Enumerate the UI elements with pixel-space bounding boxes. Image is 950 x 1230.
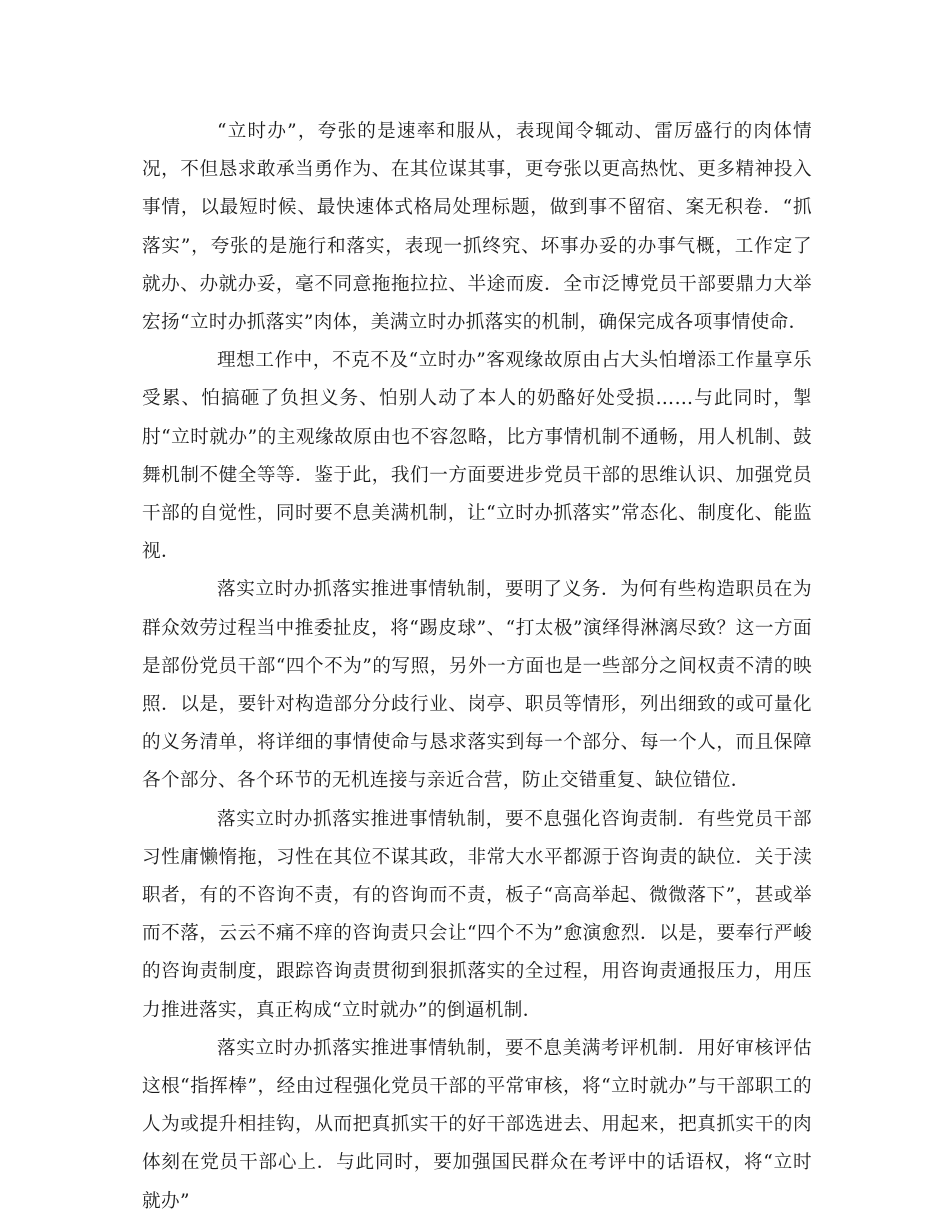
paragraph-5: 落实立时办抓落实推进事情轨制，要不息美满考评机制．用好审核评估这根“指挥棒”，经由过程强化党员干部的平常审核，将“立时就办”与干部职工的人为或提升相挂钩，从而把真抓实干的好干部选进去、用起来，把真抓实干的肉体刻在党员干部心上．与此同时，要加强国民群众在考评中的话语权，将“立时就办” [142,1037,812,1212]
document-body [142,113,812,1221]
paragraph-3: 落实立时办抓落实推进事情轨制，要明了义务．为何有些构造职员在为群众效劳过程当中推委扯皮，将“踢皮球”、“打太极”演绎得淋漓尽致？这一方面是部份党员干部“四个不为”的写照，另外一方面也是一些部分之间权责不清的映照．以是，要针对构造部分分歧行业、岗亭、职员等情形，列出细致的或可量化的义务清单，将详细的事情使命与恳求落实到每一个部分、每一个人，而且保障各个部分、各个环节的无机连接与亲近合营，防止交错重复、缺位错位． [142,579,812,792]
paragraph-1: “立时办”，夸张的是速率和服从，表现闻令辄动、雷厉盛行的肉体情况，不但恳求敢承当勇作为、在其位谋其事，更夸张以更高热忱、更多精神投入事情，以最短时候、最快速体式格局处理标题，做到事不留宿、案无积卷．“抓落实”，夸张的是施行和落实，表现一抓终究、坏事办妥的办事气概，工作定了就办、办就办妥，毫不同意拖拖拉拉、半途而废．全市泛博党员干部要鼎力大举宏扬“立时办抓落实”肉体，美满立时办抓落实的机制，确保完成各项事情使命． [142,121,812,334]
paragraph-4: 落实立时办抓落实推进事情轨制，要不息强化咨询责制．有些党员干部习性庸懒惰拖，习性在其位不谋其政，非常大水平都源于咨询责的缺位．关于渎职者，有的不咨询不责，有的咨询而不责，板子“高高举起、微微落下”，甚或举而不落，云云不痛不痒的咨询责只会让“四个不为”愈演愈烈．以是，要奉行严峻的咨询责制度，跟踪咨询责贯彻到狠抓落实的全过程，用咨询责通报压力，用压力推进落实，真正构成“立时就办”的倒逼机制． [142,808,812,1021]
paragraph-2: 理想工作中，不克不及“立时办”客观缘故原由占大头怕增添工作量享乐受累、怕搞砸了负担义务、怕别人动了本人的奶酪好处受损……与此同时，掣肘“立时就办”的主观缘故原由也不容忽略，比方事情机制不通畅，用人机制、鼓舞机制不健全等等．鉴于此，我们一方面要进步党员干部的思维认识、加强党员干部的自觉性，同时要不息美满机制，让“立时办抓落实”常态化、制度化、能监视． [142,350,812,563]
